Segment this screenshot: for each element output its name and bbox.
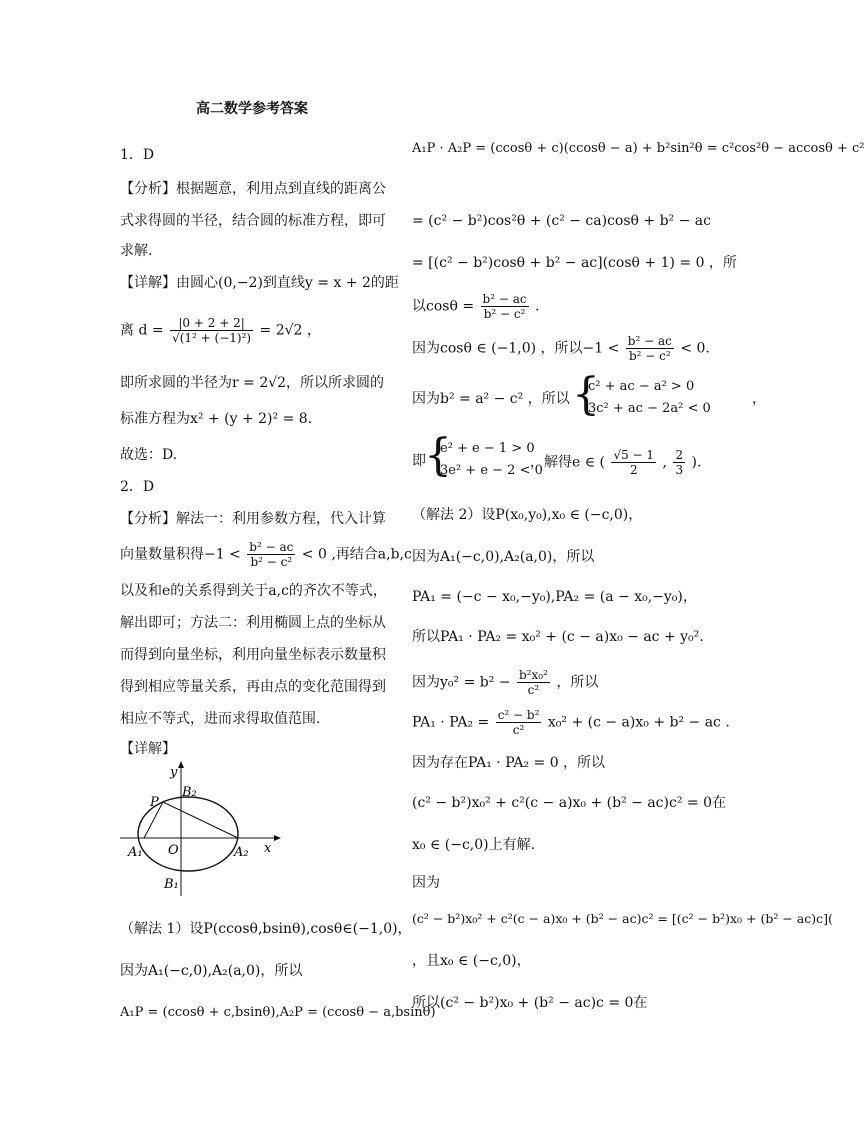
q1-detail-line1: 【详解】由圆心(0,−2)到直线y = x + 2的距 <box>120 275 399 291</box>
r5-text-a: 因为cosθ ∈ (−1,0) ，所以−1 < <box>412 340 620 357</box>
r12-fraction <box>517 668 550 697</box>
r7-frac1-den: 2 <box>629 463 638 477</box>
r12-frac-num: b²x₀² <box>518 668 548 682</box>
r-line2: = (c² − b²)cos²θ + (c² − ca)cosθ + b² − ac <box>412 213 711 229</box>
r4-fraction <box>481 292 529 321</box>
segment-pa2 <box>163 802 238 838</box>
r-line11: 所以PA₁ · PA₂ = x₀² + (c − a)x₀ − ac + y₀². <box>412 629 704 645</box>
r7-text-c: , <box>662 454 667 471</box>
q1-frac-den: √(1² + (−1)²) <box>172 331 252 345</box>
y-axis-arrow <box>178 761 184 768</box>
q1-detail-line2 <box>120 316 321 345</box>
q1-frac-num: |0 + 2 + 2| <box>170 316 253 331</box>
q1-detail-line4: 标准方程为x² + (y + 2)² = 8. <box>120 411 313 427</box>
r-line20: 所以(c² − b²)x₀ + (b² − ac)c = 0在 <box>412 995 648 1011</box>
r6-text-b: ， <box>752 391 766 407</box>
r12-text-b: ，所以 <box>556 674 599 691</box>
r5-text-b: < 0. <box>680 340 710 357</box>
r13-text-b: x₀² + (c − a)x₀ + b² − ac . <box>547 714 730 731</box>
q2-analysis-line5: 而得到向量坐标，利用向量坐标表示数量积 <box>120 647 386 663</box>
label-p: P <box>150 795 159 810</box>
r7-frac2-num: 2 <box>675 448 684 462</box>
q1-analysis-line1: 【分析】根据题意，利用点到直线的距离公 <box>120 181 386 197</box>
page-title: 高二数学参考答案 <box>196 101 308 117</box>
r13-frac-den: c² <box>512 723 525 737</box>
q1-formula: d = <box>138 322 164 339</box>
q1-result: = 2√2 ， <box>259 322 321 339</box>
r-line13 <box>412 708 730 737</box>
r4-frac-num: b² − ac <box>482 292 527 306</box>
r-line14: 因为存在PA₁ · PA₂ = 0 ，所以 <box>412 755 606 771</box>
r6-brace: { <box>572 369 600 420</box>
r6-system-1: c² + ac − a² > 0 <box>588 379 695 394</box>
r7-text-b: ，解得e ∈ ( <box>530 454 606 471</box>
q2-detail-heading: 【详解】 <box>120 741 176 757</box>
r4-text-b: . <box>535 298 540 315</box>
sol1-line3: A₁P = (ccosθ + c,bsinθ),A₂P = (ccosθ − a,bsinθ) <box>120 1005 436 1020</box>
q1-fraction <box>170 316 253 345</box>
r-line19: ，且x₀ ∈ (−c,0)， <box>412 953 531 969</box>
q1-analysis-line2: 式求得圆的半径，结合圆的标准方程，即可 <box>120 213 386 229</box>
r7-system-2: 3e² + e − 2 < 0 <box>440 463 543 478</box>
q1-detail-line3: 即所求圆的半径为r = 2√2，所以所求圆的 <box>120 375 385 391</box>
r-line10: PA₁ = (−c − x₀,−y₀),PA₂ = (a − x₀,−y₀)， <box>412 589 697 605</box>
q2-analysis-line3: 以及和e的关系得到关于a,c的齐次不等式， <box>120 583 387 599</box>
r-line8: （解法 2）设P(x₀,y₀),x₀ ∈ (−c,0)， <box>412 507 643 523</box>
r4-frac-den: b² − c² <box>483 307 526 321</box>
r-line3: = [(c² − b²)cosθ + b² − ac](cosθ + 1) = 0 ，所 <box>412 255 737 271</box>
label-x: x <box>264 841 272 856</box>
sol1-line2: 因为A₁(−c,0),A₂(a,0)，所以 <box>120 963 303 979</box>
r13-frac-num: c² − b² <box>497 708 540 722</box>
x-axis-arrow <box>274 835 281 841</box>
r-line15: (c² − b²)x₀² + c²(c − a)x₀ + (b² − ac)c² = 0在 <box>412 795 726 811</box>
q2-analysis-line6: 得到相应等量关系，再由点的变化范围得到 <box>120 679 386 695</box>
r4-text-a: 以cosθ = <box>412 298 475 315</box>
q2-number: 2．D <box>120 479 155 495</box>
q1-text: 离 <box>120 322 134 339</box>
q2-analysis-line7: 相应不等式，进而求得取值范围. <box>120 711 321 727</box>
q2-frac-den: b² − c² <box>250 555 293 569</box>
r-line12 <box>412 668 598 697</box>
r-line9: 因为A₁(−c,0),A₂(a,0)，所以 <box>412 549 595 565</box>
q2-fraction <box>247 540 295 569</box>
label-o: O <box>168 843 179 858</box>
label-y: y <box>170 765 178 780</box>
r5-fraction <box>626 334 674 363</box>
r7-fraction-2 <box>673 448 685 477</box>
r-line1: A₁P · A₂P = (ccosθ + c)(ccosθ − a) + b²sin²θ = c²cos²θ − accosθ + c² <box>412 141 865 156</box>
r7-fraction-1 <box>611 448 656 477</box>
r-line5 <box>412 334 710 363</box>
r13-text-a: PA₁ · PA₂ = <box>412 714 490 731</box>
r-line18: (c² − b²)x₀² + c²(c − a)x₀ + (b² − ac)c² = [(c² − b²)x₀ + (b² − ac)c]( <box>412 911 833 926</box>
q2-text-b: < 0 ,再结合a,b,c <box>301 546 412 563</box>
r7-text-a: 即 <box>412 453 426 469</box>
r6-text-a: 因为b² = a² − c² ，所以 <box>412 391 570 407</box>
r6-system-2: 3c² + ac − 2a² < 0 <box>588 401 711 416</box>
sol1-line1: （解法 1）设P(ccosθ,bsinθ),cosθ∈(−1,0)， <box>120 921 412 937</box>
ellipse-figure <box>118 758 288 898</box>
q2-analysis-line1: 【分析】解法一：利用参数方程，代入计算 <box>120 511 386 527</box>
q1-number: 1．D <box>120 147 155 163</box>
label-b1: B₁ <box>164 877 179 892</box>
r-line7 <box>530 448 701 477</box>
q1-analysis-line3: 求解. <box>120 243 153 259</box>
q2-text-a: 向量数量积得−1 < <box>120 546 241 563</box>
r12-text-a: 因为y₀² = b² − <box>412 674 511 691</box>
q2-analysis-line4: 解出即可；方法二：利用椭圆上点的坐标从 <box>120 615 386 631</box>
r7-frac1-num: √5 − 1 <box>613 448 655 462</box>
r7-brace: { <box>424 430 452 481</box>
r12-frac-den: c² <box>527 683 540 697</box>
r7-system-1: e² + e − 1 > 0 <box>440 441 535 456</box>
r7-frac2-den: 3 <box>675 463 684 477</box>
r5-frac-num: b² − ac <box>627 334 672 348</box>
r-line16: x₀ ∈ (−c,0)上有解. <box>412 837 536 853</box>
q1-answer: 故选：D. <box>120 447 178 463</box>
label-a1: A₁ <box>128 845 143 860</box>
label-a2: A₂ <box>234 845 249 860</box>
q2-frac-num: b² − ac <box>249 540 294 554</box>
r-line4 <box>412 292 540 321</box>
r13-fraction <box>496 708 542 737</box>
label-b2: B₂ <box>182 785 197 800</box>
r7-text-d: ). <box>691 454 702 471</box>
r5-frac-den: b² − c² <box>628 349 671 363</box>
q2-analysis-line2 <box>120 540 412 569</box>
r-line17: 因为 <box>412 875 440 891</box>
